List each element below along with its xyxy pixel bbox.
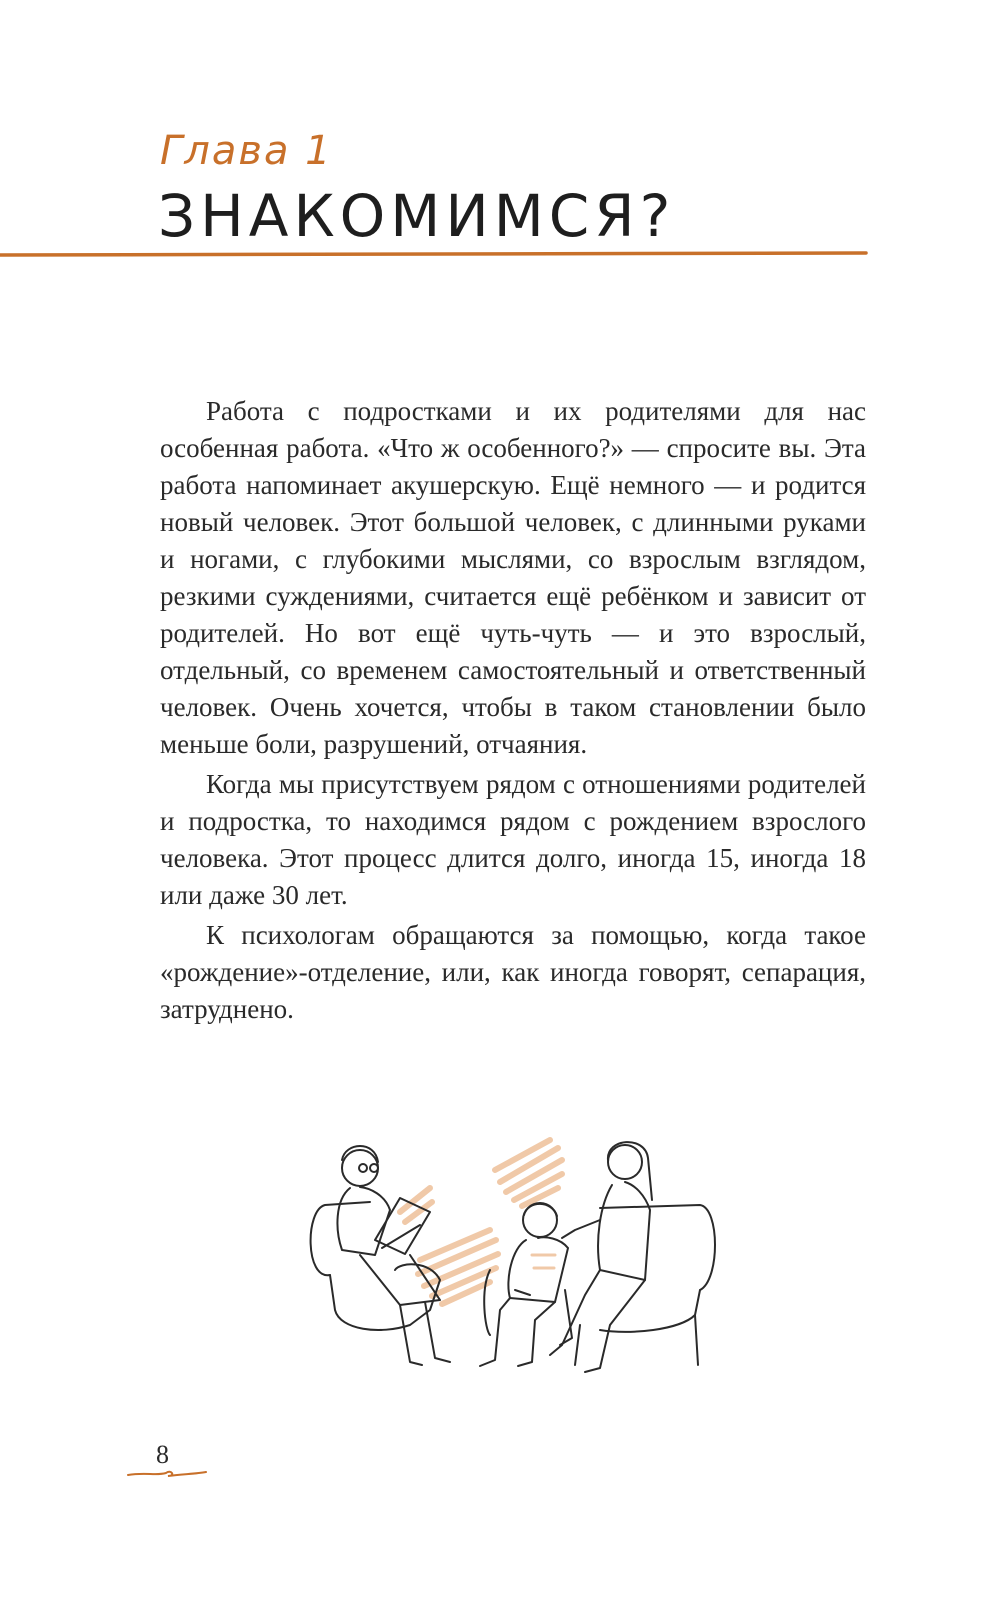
teenager-figure-icon xyxy=(480,1203,572,1366)
paragraph-1: Работа с подростками и их родителями для нас особенная работа. «Что ж особенного?» — спросите вы. Эта работа напоминает акушерскую. Ещё немного — и родится новый человек. Этот большой человек, с длинными руками и ногами, с глубокими мыслями, со взрослым взглядом, резкими суждениями, считается ещё ребёнком и зависит от родителей. Но вот ещё чуть-чуть — и это взрослый, отдельный, со временем самостоятельный и ответственный человек. Очень хочется, чтобы в таком становлении было меньше боли, разрушений, отчаяния. xyxy=(160,396,866,759)
title-divider xyxy=(0,248,1000,262)
paragraph-2: Когда мы присутствуем рядом с отношениями родителей и подростка, то находимся рядом с рождением взрослого человека. Этот процесс длится долго, иногда 15, иногда 18 или даже 30 лет. xyxy=(160,769,866,910)
page-flourish-icon xyxy=(126,1466,208,1480)
therapy-session-illustration xyxy=(300,1130,730,1390)
armchair-left-icon xyxy=(311,1202,440,1330)
page-number: 8 xyxy=(156,1440,169,1469)
sofa-right-icon xyxy=(575,1205,715,1365)
chapter-label: Глава 1 xyxy=(160,128,333,174)
body-text xyxy=(160,393,866,1031)
chapter-title: ЗНАКОМИМСЯ? xyxy=(158,182,676,250)
paragraph-3: К психологам обращаются за помощью, когда такое «рождение»-отделение, или, как иногда говорят, сепарация, затруднено. xyxy=(160,920,866,1024)
